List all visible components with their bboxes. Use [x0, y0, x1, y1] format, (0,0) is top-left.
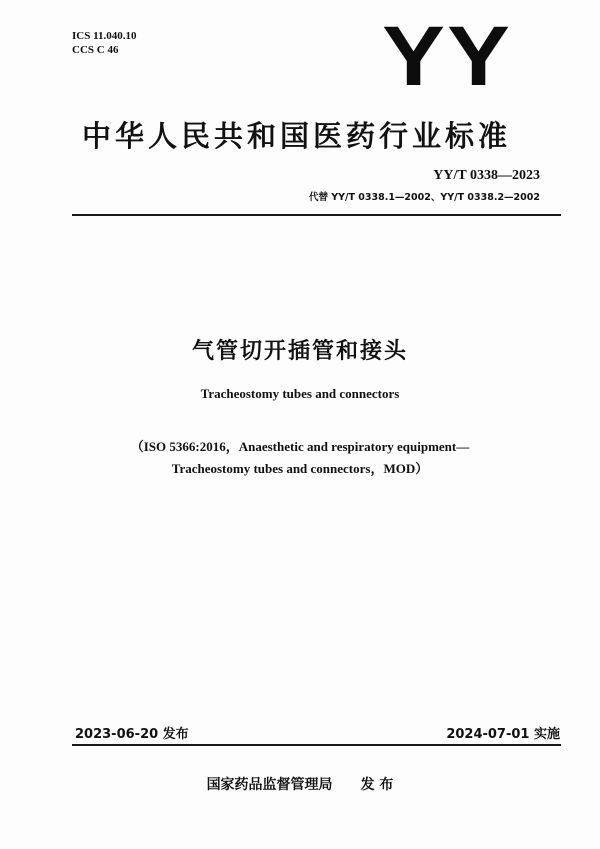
title-chinese: 气管切开插管和接头 — [191, 339, 408, 364]
ccs-code: CCS C 46 — [72, 44, 119, 56]
issuer-action: 发 布 — [360, 777, 394, 793]
replaces-note: 代替 YY/T 0338.1—2002、YY/T 0338.2—2002 — [308, 192, 540, 203]
top-divider — [72, 214, 561, 216]
adoption-statement — [0, 436, 600, 480]
classification-codes — [72, 29, 137, 57]
ics-code: ICS 11.040.10 — [72, 30, 137, 42]
bottom-divider — [72, 744, 561, 746]
yy-logo: YY — [382, 9, 512, 103]
issuer-name: 国家药品监督管理局 — [206, 777, 333, 793]
organization-title: 中华人民共和国医药行业标准 — [82, 119, 512, 153]
title-english: Tracheostomy tubes and connectors — [200, 386, 400, 401]
adoption-line-1: （ISO 5366:2016，Anaesthetic and respiratory equipment— — [130, 439, 470, 454]
standard-number: YY/T 0338—2023 — [433, 168, 540, 183]
adoption-line-2: Tracheostomy tubes and connectors，MOD） — [171, 461, 429, 476]
issuer-line — [0, 774, 600, 794]
issue-date: 2023-06-20 发布 — [75, 727, 189, 742]
implementation-date: 2024-07-01 实施 — [446, 727, 560, 742]
